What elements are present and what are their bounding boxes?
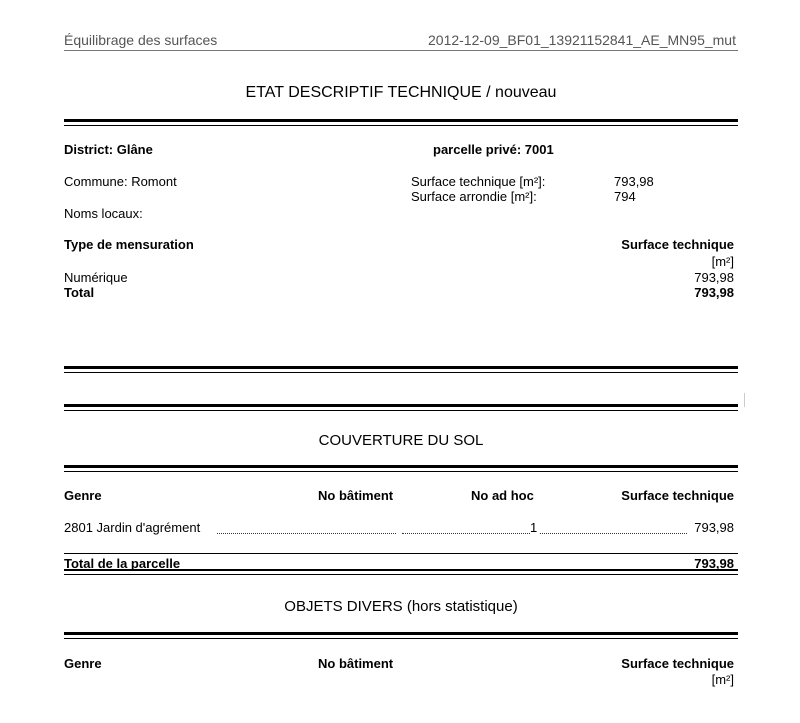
unit-label: [m²] <box>711 254 734 269</box>
surface-arrondie-label: Surface arrondie [m²]: <box>411 189 537 204</box>
commune-label: Commune: Romont <box>64 174 177 189</box>
objets-title: OBJETS DIVERS (hors statistique) <box>284 598 518 615</box>
margin-mark <box>744 393 745 407</box>
surface-technique-value: 793,98 <box>614 174 654 189</box>
objets-col-no-batiment: No bâtiment <box>318 656 394 671</box>
document-title: ETAT DESCRIPTIF TECHNIQUE / nouveau <box>245 84 557 101</box>
total-label: Total <box>64 285 95 300</box>
mensuration-row-value: 793,98 <box>694 270 734 285</box>
double-rule <box>64 366 738 373</box>
surface-arrondie-value: 794 <box>614 189 636 204</box>
objets-col-surface-technique: Surface technique <box>621 656 734 671</box>
district-label: District: Glâne <box>64 142 153 157</box>
row-adhoc: 1 <box>530 520 538 535</box>
double-rule <box>64 465 738 472</box>
total-value: 793,98 <box>694 285 734 300</box>
mensuration-row-label: Numérique <box>64 270 128 285</box>
double-rule <box>64 569 738 575</box>
double-rule <box>64 119 738 126</box>
col-no-batiment: No bâtiment <box>318 488 394 503</box>
objets-col-genre: Genre <box>64 656 102 671</box>
header-right: 2012-12-09_BF01_13921152841_AE_MN95_mut <box>428 32 736 48</box>
surface-technique-label: Surface technique [m²]: <box>411 174 546 189</box>
row-surface: 793,98 <box>694 520 734 535</box>
row-genre: 2801 Jardin d'agrément <box>64 520 201 535</box>
objets-unit-label: [m²] <box>711 672 734 687</box>
dot-leader <box>402 533 530 534</box>
header-rule <box>64 50 738 51</box>
surface-technique-heading: Surface technique <box>621 237 734 252</box>
dot-leader <box>540 533 687 534</box>
col-no-adhoc: No ad hoc <box>471 488 534 503</box>
dot-leader <box>217 533 396 534</box>
total-parcelle-value: 793,98 <box>694 556 734 571</box>
noms-locaux-label: Noms locaux: <box>64 206 143 221</box>
single-rule <box>64 553 738 554</box>
double-rule <box>64 632 738 639</box>
col-surface-technique: Surface technique <box>621 488 734 503</box>
total-parcelle-label: Total de la parcelle <box>64 556 181 571</box>
type-mensuration-heading: Type de mensuration <box>64 237 194 252</box>
double-rule <box>64 404 738 411</box>
header-left: Équilibrage des surfaces <box>64 32 218 48</box>
col-genre: Genre <box>64 488 102 503</box>
parcel-number: parcelle privé: 7001 <box>433 142 554 157</box>
couverture-title: COUVERTURE DU SOL <box>318 432 484 449</box>
